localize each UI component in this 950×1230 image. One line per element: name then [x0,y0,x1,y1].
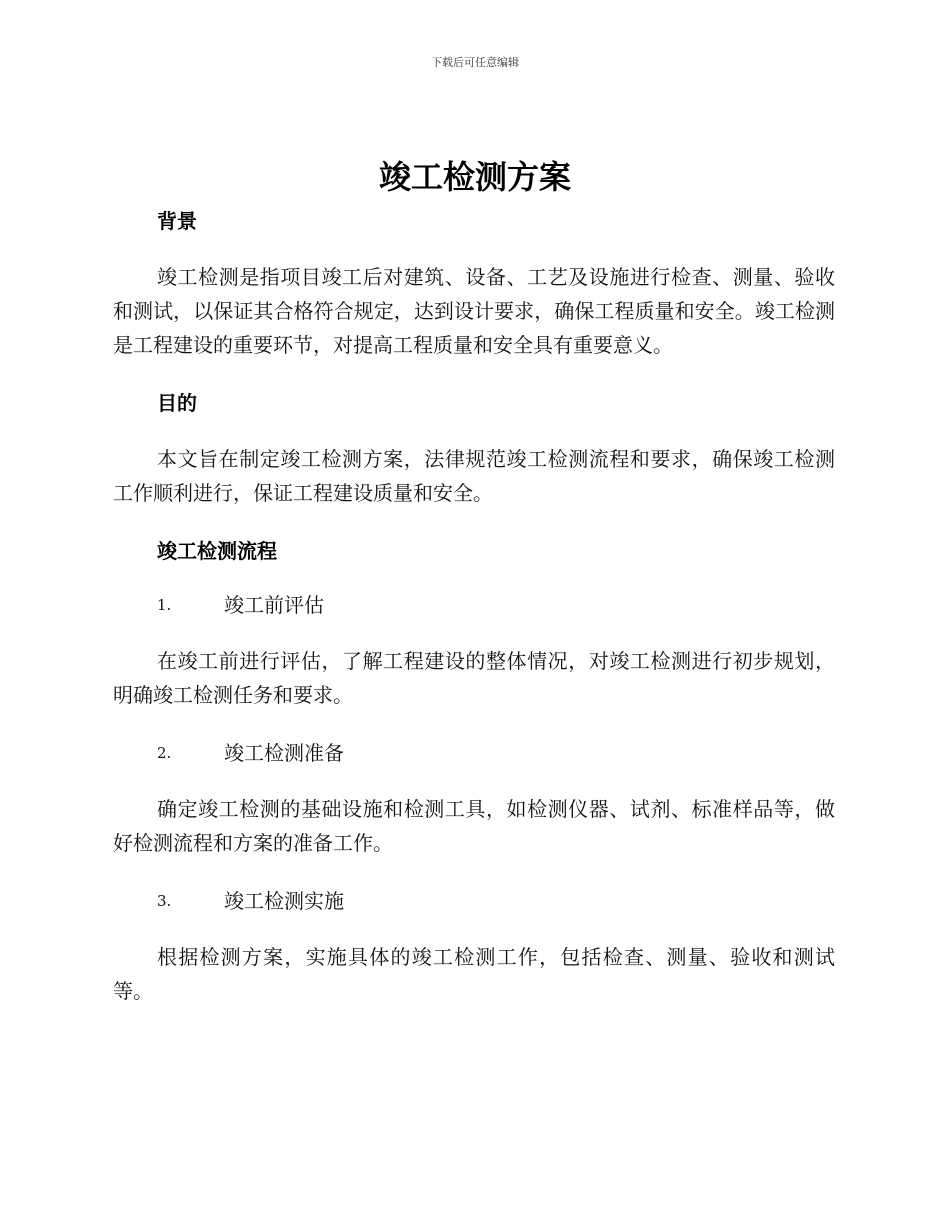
step-3-number: 3. [157,892,172,910]
step-3 [113,886,835,916]
step-2-title: 竣工检测准备 [224,741,344,765]
step-1-title: 竣工前评估 [224,593,324,617]
header-note: 下载后可任意编辑 [431,56,519,69]
step-2-number: 2. [157,744,172,762]
section-body-purpose: 本文旨在制定竣工检测方案，法律规范竣工检测流程和要求，确保竣工检测工作顺利进行，保证工程建设质量和安全。 [113,447,835,505]
page-title: 竣工检测方案 [378,158,571,196]
step-1 [113,590,835,620]
step-2 [113,738,835,768]
step-3-body: 根据检测方案，实施具体的竣工检测工作，包括检查、测量、验收和测试等。 [113,945,835,1003]
section-heading-process: 竣工检测流程 [157,539,277,563]
section-heading-background: 背景 [157,209,197,233]
step-2-body: 确定竣工检测的基础设施和检测工具，如检测仪器、试剂、标准样品等，做好检测流程和方案的准备工作。 [113,797,835,855]
section-body-background: 竣工检测是指项目竣工后对建筑、设备、工艺及设施进行检查、测量、验收和测试，以保证其合格符合规定，达到设计要求，确保工程质量和安全。竣工检测是工程建设的重要环节，对提高工程质量和安全具有重要意义。 [113,265,835,357]
document-body [113,206,835,1008]
step-3-title: 竣工检测实施 [224,889,344,913]
step-1-number: 1. [157,596,172,614]
step-1-body: 在竣工前进行评估，了解工程建设的整体情况，对竣工检测进行初步规划，明确竣工检测任务和要求。 [113,649,835,707]
section-heading-purpose: 目的 [157,391,197,415]
